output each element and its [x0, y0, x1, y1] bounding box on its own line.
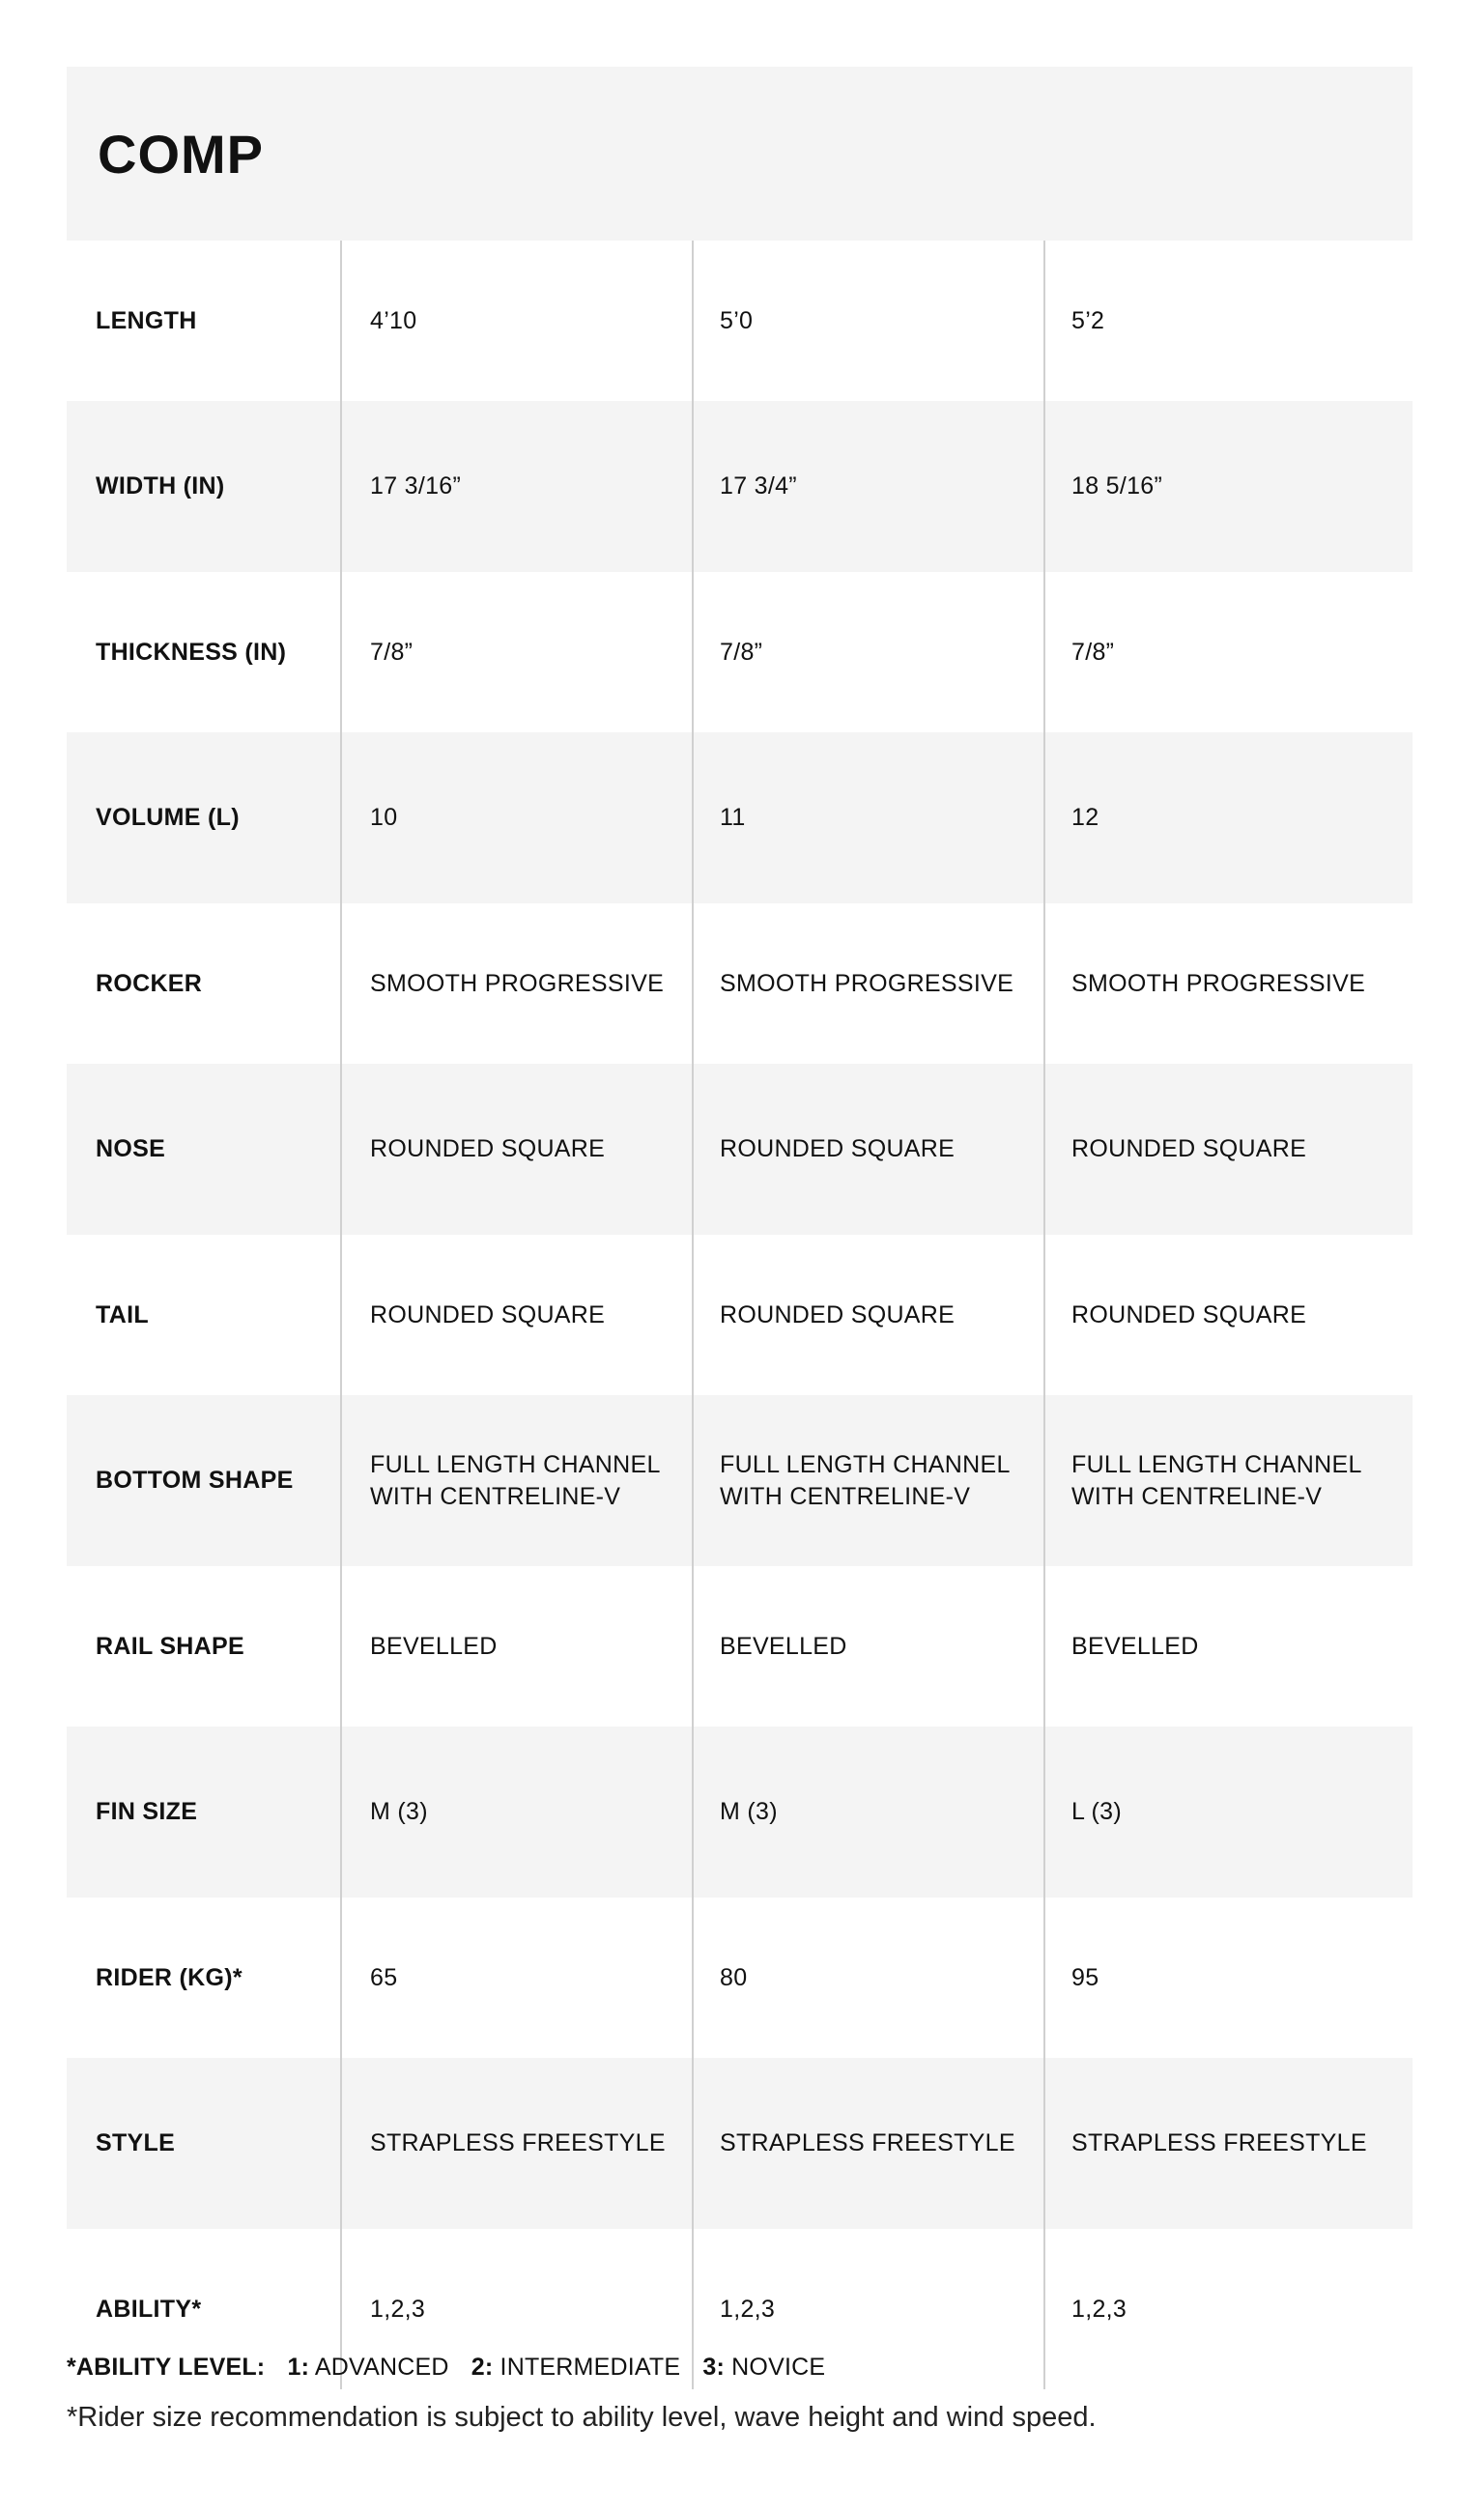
- table-cell: M (3): [720, 1798, 778, 1825]
- row-label: RIDER (KG)*: [96, 1963, 243, 1991]
- table-cell: 5’0: [720, 306, 754, 334]
- row-label: LENGTH: [96, 306, 197, 334]
- table-row: [67, 572, 1413, 732]
- table-cell: 17 3/16”: [370, 472, 462, 500]
- table-row: [67, 1566, 1413, 1727]
- rider-size-note: *Rider size recommendation is subject to ability level, wave height and wind speed.: [67, 2402, 1097, 2433]
- table-cell: FULL LENGTH CHANNEL WITH CENTRELINE-V: [1071, 1450, 1362, 1510]
- row-label: ABILITY*: [96, 2295, 202, 2323]
- title-bar: [67, 67, 1413, 241]
- table-row: [67, 1727, 1413, 1898]
- page-title: COMP: [98, 123, 264, 185]
- table-cell: ROUNDED SQUARE: [370, 1135, 606, 1162]
- spec-sheet: [67, 67, 1413, 2389]
- table-cell: SMOOTH PROGRESSIVE: [720, 969, 1014, 997]
- table-row: [67, 1395, 1413, 1566]
- table-cell: 18 5/16”: [1071, 472, 1163, 500]
- table-cell: STRAPLESS FREESTYLE: [1071, 2129, 1367, 2156]
- table-cell: STRAPLESS FREESTYLE: [370, 2129, 666, 2156]
- table-cell: BEVELLED: [1071, 1632, 1199, 1660]
- table-cell: FULL LENGTH CHANNEL WITH CENTRELINE-V: [720, 1450, 1011, 1510]
- table-cell: ROUNDED SQUARE: [1071, 1135, 1307, 1162]
- table-cell: FULL LENGTH CHANNEL WITH CENTRELINE-V: [370, 1450, 661, 1510]
- table-cell: ROUNDED SQUARE: [720, 1300, 956, 1328]
- table-cell: 11: [720, 804, 746, 831]
- table-row: [67, 903, 1413, 1064]
- table-row: [67, 1064, 1413, 1235]
- table-cell: SMOOTH PROGRESSIVE: [1071, 969, 1366, 997]
- row-label: WIDTH (IN): [96, 472, 225, 500]
- table-cell: M (3): [370, 1798, 428, 1825]
- ability-level-1: 1: ADVANCED: [287, 2354, 449, 2381]
- column-divider: [340, 241, 342, 2389]
- table-row: [67, 1235, 1413, 1395]
- table-cell: 1,2,3: [1071, 2295, 1127, 2323]
- row-label: THICKNESS (IN): [96, 638, 287, 666]
- table-cell: 7/8”: [370, 638, 414, 666]
- table-cell: ROUNDED SQUARE: [720, 1135, 956, 1162]
- table-row: [67, 1898, 1413, 2058]
- row-label: STYLE: [96, 2129, 176, 2156]
- table-cell: 4’10: [370, 306, 417, 334]
- table-row: [67, 401, 1413, 572]
- table-cell: L (3): [1071, 1798, 1122, 1825]
- row-label: FIN SIZE: [96, 1798, 198, 1825]
- table-cell: 17 3/4”: [720, 472, 797, 500]
- table-cell: ROUNDED SQUARE: [1071, 1300, 1307, 1328]
- table-cell: 95: [1071, 1963, 1099, 1991]
- table-cell: 1,2,3: [370, 2295, 426, 2323]
- table-cell: BEVELLED: [370, 1632, 498, 1660]
- row-label: ROCKER: [96, 969, 203, 997]
- column-divider: [1043, 241, 1045, 2389]
- ability-level-3: 3: NOVICE: [702, 2354, 826, 2381]
- table-row: [67, 732, 1413, 903]
- table-cell: 80: [720, 1963, 748, 1991]
- column-divider: [692, 241, 694, 2389]
- table-row: [67, 241, 1413, 401]
- row-label: BOTTOM SHAPE: [96, 1467, 294, 1494]
- row-label: NOSE: [96, 1135, 166, 1162]
- ability-level-2: 2: INTERMEDIATE: [471, 2354, 681, 2381]
- row-label: TAIL: [96, 1300, 149, 1328]
- table-cell: 5’2: [1071, 306, 1105, 334]
- spec-table: [67, 241, 1413, 2389]
- ability-legend: [67, 2348, 1413, 2386]
- row-label: VOLUME (L): [96, 804, 240, 831]
- table-cell: 7/8”: [720, 638, 763, 666]
- table-cell: ROUNDED SQUARE: [370, 1300, 606, 1328]
- row-label: RAIL SHAPE: [96, 1632, 244, 1660]
- table-cell: BEVELLED: [720, 1632, 847, 1660]
- footnotes: [67, 2348, 1413, 2437]
- table-cell: 7/8”: [1071, 638, 1115, 666]
- table-cell: SMOOTH PROGRESSIVE: [370, 969, 665, 997]
- table-cell: STRAPLESS FREESTYLE: [720, 2129, 1015, 2156]
- table-row: [67, 2058, 1413, 2229]
- table-cell: 1,2,3: [720, 2295, 776, 2323]
- ability-heading: *ABILITY LEVEL:: [67, 2354, 266, 2381]
- table-cell: 10: [370, 804, 398, 831]
- table-cell: 12: [1071, 804, 1099, 831]
- table-cell: 65: [370, 1963, 398, 1991]
